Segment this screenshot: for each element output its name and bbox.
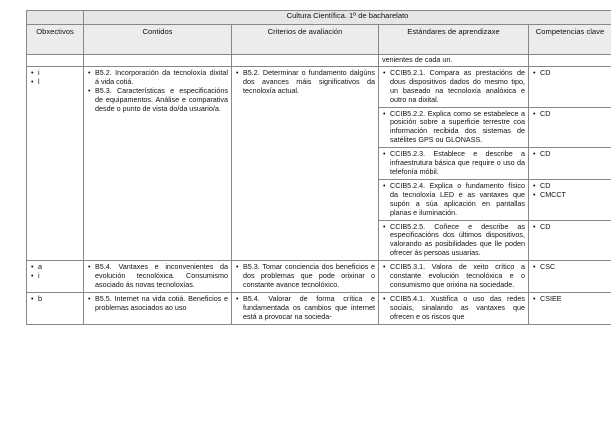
standard-cell (379, 179, 529, 220)
competence-item: • CD (540, 223, 608, 232)
standard-item: • CCIB5.2.4. Explica o fundamento físico da tecnoloxía LED e as vantaxes que supón a súa aplicación en pantallas planas e iluminación. (390, 182, 525, 218)
standard-item: • CCIB5.2.2. Explica como se estabelece a posición sobre a superficie terrestre coa información recibida dos sistemas de satélites GPS ou GLONASS. (390, 110, 525, 146)
curriculum-table (26, 10, 611, 325)
header-row (27, 25, 612, 55)
contents-cell (84, 292, 232, 324)
competence-item: • CMCCT (540, 191, 608, 200)
content-item: • B5.3. Características e especificacións de equipamentos. Análise e comparativa desde o punto de vista do/da usuario/a. (95, 87, 228, 114)
table-row (27, 292, 612, 324)
objectives-cell (27, 292, 84, 324)
competence-item: • CD (540, 150, 608, 159)
objective-item: • l (38, 78, 80, 87)
objectives-cell (27, 66, 84, 260)
objective-item: • i (38, 69, 80, 78)
standard-cell (379, 261, 529, 293)
criteria-cell (232, 261, 379, 293)
contents-cell (84, 66, 232, 260)
course-title: Cultura Científica. 1º de bacharelato (84, 11, 612, 25)
standard-item: • CCIB5.4.1. Xustifica o uso das redes sociais, sinalando as vantaxes que ofrecen e os riscos que (390, 295, 525, 322)
standard-cell (379, 66, 529, 107)
header-standards: Estándares de aprendizaxe (379, 25, 529, 55)
continuation-contents-cell (84, 55, 232, 67)
criterion-item: • B5.4. Valorar de forma crítica e fundamentada os cambios que internet está a provocar na socieda- (243, 295, 375, 322)
competences-cell (529, 148, 612, 180)
standard-item: • CCIB5.2.5. Coñece e describe as especificacións dos últimos dispositivos, valorando as posibilidades que lle poden ofrecer ás persoas usuarias. (390, 223, 525, 259)
competence-item: • CD (540, 182, 608, 191)
competences-cell (529, 261, 612, 293)
standard-item: • CCIB5.2.1. Compara as prestacións de dous dispositivos dados do mesmo tipo, un baseado na tecnoloxía analóxica e outro na dixital. (390, 69, 525, 105)
objective-item: • a (38, 263, 80, 272)
continuation-standard: venientes de cada un. (379, 55, 529, 67)
curriculum-page (26, 10, 611, 439)
content-item: • B5.2. Incorporación da tecnoloxía dixital á vida cotiá. (95, 69, 228, 87)
standard-cell (379, 148, 529, 180)
competence-item: • CSC (540, 263, 608, 272)
standard-cell (379, 107, 529, 148)
table-row (27, 66, 612, 107)
table-row (27, 261, 612, 293)
criteria-cell (232, 292, 379, 324)
competences-cell (529, 107, 612, 148)
competences-cell (529, 66, 612, 107)
continuation-competences-cell (529, 55, 612, 67)
continuation-objectives-cell (27, 55, 84, 67)
standard-cell (379, 292, 529, 324)
continuation-row (27, 55, 612, 67)
header-objectives: Obxectivos (27, 25, 84, 55)
continuation-criteria-cell (232, 55, 379, 67)
header-competences: Competencias clave (529, 25, 612, 55)
competence-item: • CD (540, 110, 608, 119)
standard-item: • CCIB5.3.1. Valora de xeito crítico a constante evolución tecnolóxica e o consumismo que orixina na sociedade. (390, 263, 525, 290)
course-title-blank-cell (27, 11, 84, 25)
course-title-row (27, 11, 612, 25)
header-contents: Contidos (84, 25, 232, 55)
standard-item: • CCIB5.2.3. Establece e describe a infraestrutura básica que require o uso da telefonía móbil. (390, 150, 525, 177)
criterion-item: • B5.2. Determinar o fundamento dalgúns dos avances máis significativos da tecnoloxía actual. (243, 69, 375, 96)
content-item: • B5.5. Internet na vida cotiá. Beneficios e problemas asociados ao uso (95, 295, 228, 313)
content-item: • B5.4. Vantaxes e inconvenientes da evolución tecnolóxica. Consumismo asociado ás novas tecnoloxías. (95, 263, 228, 290)
objectives-cell (27, 261, 84, 293)
standard-cell (379, 220, 529, 261)
contents-cell (84, 261, 232, 293)
competences-cell (529, 179, 612, 220)
competences-cell (529, 292, 612, 324)
competence-item: • CSIEE (540, 295, 608, 304)
objective-item: • i (38, 272, 80, 281)
criterion-item: • B5.3. Tomar conciencia dos beneficios e dos problemas que pode orixinar o constante avance tecnolóxico. (243, 263, 375, 290)
competences-cell (529, 220, 612, 261)
header-criteria: Criterios de avaliación (232, 25, 379, 55)
criteria-cell (232, 66, 379, 260)
competence-item: • CD (540, 69, 608, 78)
objective-item: • b (38, 295, 80, 304)
